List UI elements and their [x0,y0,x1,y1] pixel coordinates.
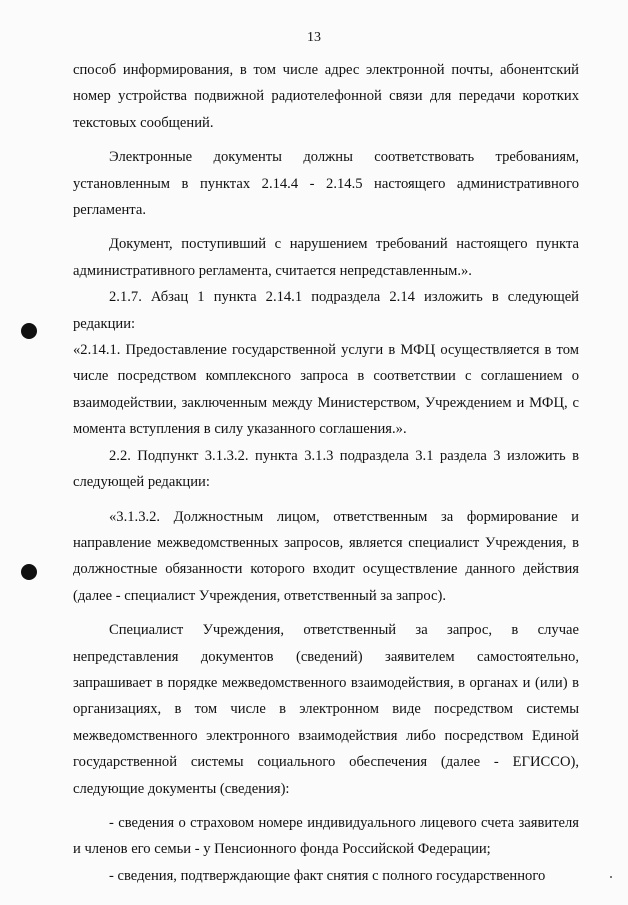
list-item-pension-fund: - сведения о страховом номере индивидуального лицевого счета заявителя и членов его семьи - у Пенсионного фонда Российской Федерации; [73,814,579,858]
paragraph-quote-2-14-1: «2.14.1. Предоставление государственной услуги в МФЦ осуществляется в том числе посредством комплексного запроса в соответствии с соглашением о взаимодействии, заключенным между Министерством, Учреждением и МФЦ, с момента вступления в силу указанного соглашения.». [73,342,579,438]
list-item-registration: - сведения, подтверждающие факт снятия с полного государственного [109,867,546,884]
paragraph-electronic-documents: Электронные документы должны соответствовать требованиям, установленным в пунктах 2.14.4 - 2.14.5 настоящего административного регламента. [73,149,579,219]
document-body [73,57,579,889]
scan-speck [610,876,612,878]
binder-hole-bottom [21,564,37,580]
paragraph-continuation: способ информирования, в том числе адрес электронной почты, абонентский номер устройства подвижной радиотелефонной связи для передачи коротких текстовых сообщений. [73,62,579,131]
paragraph-2-1-7: 2.1.7. Абзац 1 пункта 2.14.1 подраздела 2.14 изложить в следующей редакции: [73,289,579,332]
binder-hole-top [21,323,37,339]
paragraph-specialist: Специалист Учреждения, ответственный за запрос, в случае непредставления документов (сведений) заявителем самостоятельно, запрашивает в порядке межведомственного взаимодействия, в органах и (или) в организациях, в том числе в электронном виде посредством системы межведомственного электронного взаимодействия либо посредством Единой государственной системы социального обеспечения (далее - ЕГИССО), следующие документы (сведения): [73,622,579,797]
paragraph-2-2: 2.2. Подпункт 3.1.3.2. пункта 3.1.3 подраздела 3.1 раздела 3 изложить в следующей редакции: [73,447,579,491]
paragraph-document-received: Документ, поступивший с нарушением требований настоящего пункта административного регламента, считается непредставленным.». [73,236,579,279]
paragraph-quote-3-1-3-2: «3.1.3.2. Должностным лицом, ответственным за формирование и направление межведомственных запросов, является специалист Учреждения, в должностные обязанности которого входит осуществление данного действия (далее - специалист Учреждения, ответственный за запрос). [73,508,579,604]
page-number: 13 [307,30,321,45]
